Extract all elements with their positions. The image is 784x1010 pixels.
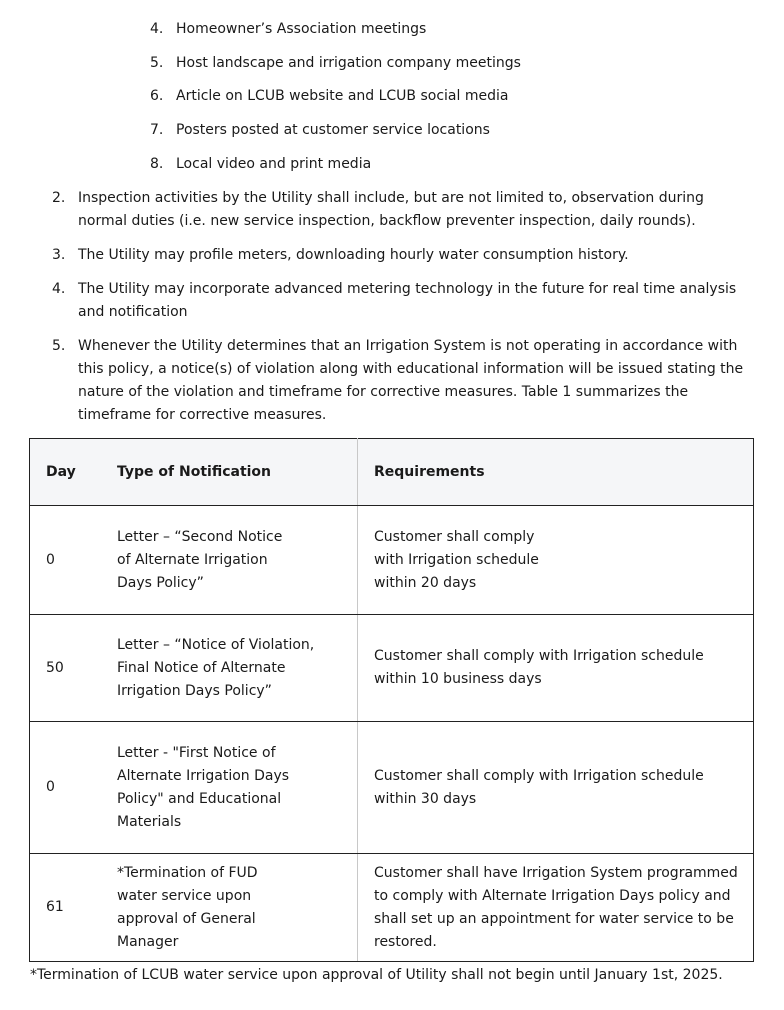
notification-table [29, 438, 754, 962]
header-requirements: Requirements [358, 439, 754, 506]
table-header-row [30, 439, 754, 506]
cell-type: *Termination of FUD water service upon approval of General Manager [101, 854, 358, 962]
footnote: *Termination of LCUB water service upon approval of Utility shall not begin until January 1st, 2025. [30, 967, 723, 983]
list-item: 4. The Utility may incorporate advanced metering technology in the future for real time analysis and notification [52, 281, 737, 320]
cell-day: 0 [30, 722, 102, 854]
cell-type: Letter – “Notice of Violation, Final Notice of Alternate Irrigation Days Policy” [101, 615, 358, 722]
list-item: 6. Article on LCUB website and LCUB social media [150, 88, 509, 104]
list-item: 2. Inspection activities by the Utility shall include, but are not limited to, observation during normal duties (i.e. new service inspection, backflow preventer inspection, daily rounds). [52, 190, 704, 229]
cell-day: 50 [30, 615, 102, 722]
table-row [30, 854, 754, 962]
list-item: 5. Host landscape and irrigation company meetings [150, 55, 521, 71]
cell-requirements: Customer shall comply with Irrigation schedule within 10 business days [358, 615, 754, 722]
cell-day: 61 [30, 854, 102, 962]
cell-type: Letter - "First Notice of Alternate Irrigation Days Policy" and Educational Materials [101, 722, 358, 854]
list-item: 7. Posters posted at customer service locations [150, 122, 490, 138]
list-item: 8. Local video and print media [150, 156, 372, 172]
cell-requirements: Customer shall have Irrigation System programmed to comply with Alternate Irrigation Days policy and shall set up an appointment for water service to be restored. [358, 854, 754, 962]
table-row [30, 722, 754, 854]
cell-requirements: Customer shall comply with Irrigation schedule within 20 days [358, 506, 754, 615]
header-day: Day [30, 439, 102, 506]
list-item: 5. Whenever the Utility determines that an Irrigation System is not operating in accordance with this policy, a notice(s) of violation along with educational information will be issued stating the nature of the violation and timeframe for corrective measures. Table 1 summarizes the timeframe for corrective measures. [52, 338, 744, 423]
table-row [30, 615, 754, 722]
table-row [30, 506, 754, 615]
cell-day: 0 [30, 506, 102, 615]
list-item: 4. Homeowner’s Association meetings [150, 21, 427, 37]
list-item: 3. The Utility may profile meters, downloading hourly water consumption history. [52, 247, 629, 263]
header-type: Type of Notification [101, 439, 358, 506]
cell-requirements: Customer shall comply with Irrigation schedule within 30 days [358, 722, 754, 854]
cell-type: Letter – “Second Notice of Alternate Irrigation Days Policy” [101, 506, 358, 615]
